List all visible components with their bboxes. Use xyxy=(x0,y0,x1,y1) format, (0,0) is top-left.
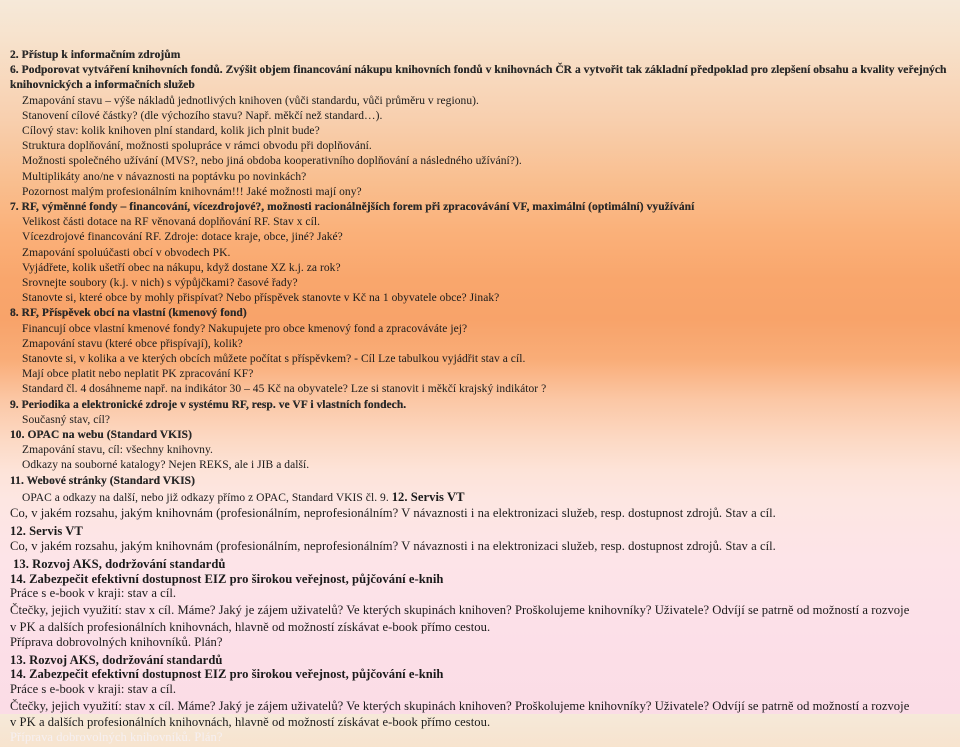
readers-continuation-1: v PK a dalších profesionálních knihovnách, hlavně od možností získávat e-book přímo cestou. xyxy=(10,620,491,635)
section-heading: 11. Webové stránky (Standard VKIS) xyxy=(10,474,195,487)
section-item: Zmapování stavu – výše nákladů jednotlivých knihoven (vůči standardu, vůči průměru v regionu). xyxy=(22,94,479,107)
readers-bullet-1: Čtečky, jejich využití: stav x cíl. Máme? Jaký je zájem uživatelů? Ve kterých skupinách knihoven? Proškolujeme knihovníky? Uživatele? Odvíjí se patrně od možností a rozvoje xyxy=(10,603,910,618)
section-item: Srovnejte soubory (k.j. v nich) s výpůjčkami? časové řady? xyxy=(22,277,298,290)
section-item: Mají obce platit nebo neplatit PK zpracování KF? xyxy=(22,368,254,381)
section-heading: 10. OPAC na webu (Standard VKIS) xyxy=(10,429,193,442)
upper-section xyxy=(10,48,952,489)
section-item: Odkazy na souborné katalogy? Nejen REKS, ale i JIB a další. xyxy=(22,459,310,472)
section-item: Financují obce vlastní kmenové fondy? Nakupujete pro obce kmenový fond a zpracováváte jej? xyxy=(22,322,468,335)
section-heading: 9. Periodika a elektronické zdroje v systému RF, resp. ve VF i vlastních fondech. xyxy=(10,398,407,411)
section-item: Struktura doplňování, možnosti spolupráce v rámci obvodu při doplňování. xyxy=(22,140,372,153)
aks-heading-2: 13. Rozvoj AKS, dodržování standardů xyxy=(10,652,223,667)
servis-heading: 12. Servis VT xyxy=(10,523,83,538)
section-item: Vyjádřete, kolik ušetří obec na nákupu, když dostane XZ k.j. za rok? xyxy=(22,261,341,274)
section-heading: 8. RF, Příspěvek obcí na vlastní (kmenový fond) xyxy=(10,307,247,320)
section-heading: 2. Přístup k informačním zdrojům xyxy=(10,49,181,61)
opac-text: OPAC a odkazy na další, nebo již odkazy přímo z OPAC, Standard VKIS čl. 9. xyxy=(22,491,389,504)
prep-bullet-2: Příprava dobrovolných knihovníků. Plán? xyxy=(10,730,223,745)
section-item: Zmapování stavu (které obce přispívají), kolik? xyxy=(22,337,243,350)
section-item: Cílový stav: kolik knihoven plní standard, kolik jich plnit bude? xyxy=(22,125,320,138)
section-item: Stanovte si, v kolika a ve kterých obcích můžete počítat s příspěvkem? - Cíl Lze tabulkou vyjádřit stav a cíl. xyxy=(22,353,526,366)
section-item: Stanovte si, které obce by mohly přispívat? Nebo příspěvek stanovte v Kč na 1 obyvatele obce? Jinak? xyxy=(22,292,500,305)
prep-bullet-1: Příprava dobrovolných knihovníků. Plán? xyxy=(10,634,223,649)
section-heading: 7. RF, výměnné fondy – financování, vícezdrojové?, možnosti racionálnějších forem při zpracovávání VF, maximální (optimální) využívání xyxy=(10,201,695,214)
section-item: Pozornost malým profesionálním knihovnám!!! Jaké možnosti mají ony? xyxy=(22,185,362,198)
section-item: Velikost části dotace na RF věnovaná doplňování RF. Stav x cíl. xyxy=(22,216,320,229)
servis-bullet-b: Co, v jakém rozsahu, jakým knihovnám (profesionálním, neprofesionálním? V návaznosti i na elektronizaci služeb, resp. dostupnost zdrojů. Stav a cíl. xyxy=(10,539,776,554)
readers-continuation-2: v PK a dalších profesionálních knihovnách, hlavně od možností získávat e-book přímo cestou. xyxy=(10,715,491,730)
ebook-bullet-1: Práce s e-book v kraji: stav a cíl. xyxy=(10,586,177,601)
section-item: Možnosti společného užívání (MVS?, nebo jiná obdoba kooperativního doplňování a následného užívání?). xyxy=(22,155,522,168)
section-item: Multiplikáty ano/ne v návaznosti na poptávku po novinkách? xyxy=(22,170,307,183)
section-heading: 6. Podporovat vytváření knihovních fondů. Zvýšit objem financování nákupu knihovních fondů v knihovnách ČR a vytvořit tak základní předpoklad pro zlepšení obsahu a kvality veřejných knihovnických a informačních služeb xyxy=(10,64,947,92)
section-item: Současný stav, cíl? xyxy=(22,413,111,426)
section-item: Standard čl. 4 dosáhneme např. na indikátor 30 – 45 Kč na obyvatele? Lze si stanovit i měkčí krajský indikátor ? xyxy=(22,383,547,396)
eiz-heading-2: 14. Zabezpečit efektivní dostupnost EIZ pro širokou veřejnost, půjčování e-knih xyxy=(10,667,444,682)
eiz-heading-1: 14. Zabezpečit efektivní dostupnost EIZ pro širokou veřejnost, půjčování e-knih xyxy=(10,571,444,586)
opac-line xyxy=(10,490,952,506)
readers-bullet-2: Čtečky, jejich využití: stav x cíl. Máme? Jaký je zájem uživatelů? Ve kterých skupinách knihoven? Proškolujeme knihovníky? Uživatele? Odvíjí se patrně od možností a rozvoje xyxy=(10,698,910,713)
aks-heading-1: 13. Rozvoj AKS, dodržování standardů xyxy=(13,557,226,572)
section-item: Zmapování stavu, cíl: všechny knihovny. xyxy=(22,444,213,457)
section-item: Stanovení cílové částky? (dle výchozího stavu? Např. měkčí než standard…). xyxy=(22,109,383,122)
section-item: Zmapování spoluúčasti obcí v obvodech PK. xyxy=(22,246,231,259)
servis-bullet-a: Co, v jakém rozsahu, jakým knihovnám (profesionálním, neprofesionálním? V návaznosti i na elektronizaci služeb, resp. dostupnost zdrojů. Stav a cíl. xyxy=(10,506,776,521)
ebook-bullet-2: Práce s e-book v kraji: stav a cíl. xyxy=(10,681,177,696)
document-body xyxy=(10,48,952,747)
servis-inline-heading: 12. Servis VT xyxy=(391,489,465,504)
section-item: Vícezdrojové financování RF. Zdroje: dotace kraje, obce, jiné? Jaké? xyxy=(22,231,343,244)
